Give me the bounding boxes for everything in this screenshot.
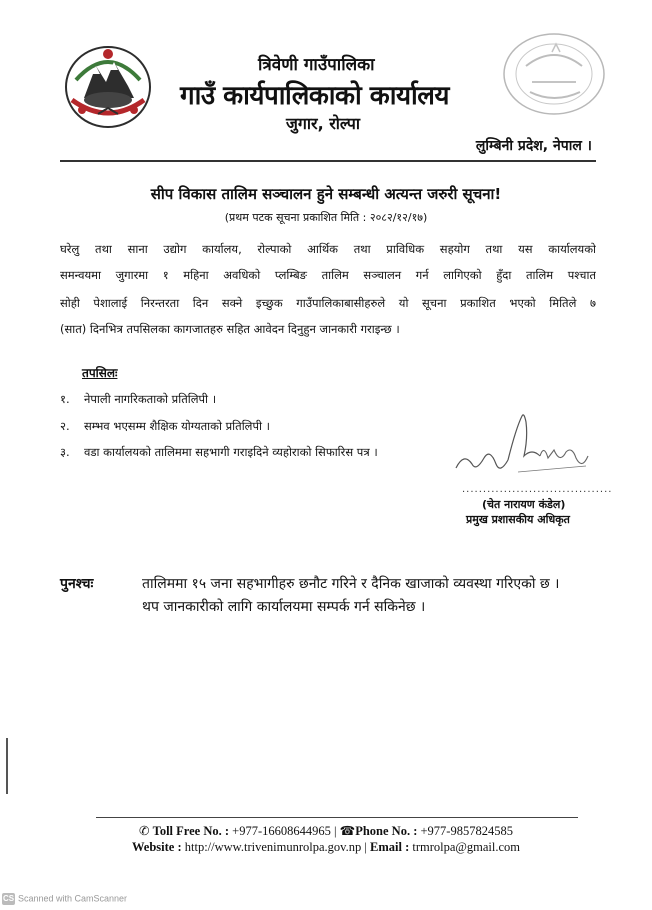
nepal-emblem-icon: [62, 40, 154, 130]
list-item-number: १.: [60, 392, 70, 406]
postscript-label: पुनश्चः: [60, 576, 94, 592]
notice-publish-date: (प्रथम पटक सूचना प्रकाशित मिति : २०८२/१२/१७): [224, 211, 428, 224]
footer-web-line: [0, 840, 652, 855]
list-item: [60, 445, 378, 460]
details-heading: तपसिलः: [82, 366, 118, 380]
postscript-line: तालिममा १५ जना सहभागीहरु छनौट गरिने र दैनिक खाजाको व्यवस्था गरिएको छ ।: [142, 576, 560, 592]
notice-body-line: (सात) दिनभित्र तपसिलका कागजातहरु सहित आवेदन दिनुहुन जानकारी गराइन्छ ।: [60, 322, 400, 336]
list-item-text: वडा कार्यालयको तालिममा सहभागी गराइदिने व्यहोराको सिफारिस पत्र ।: [84, 445, 378, 459]
list-item-text: नेपाली नागरिकताको प्रतिलिपी ।: [84, 392, 217, 406]
handwritten-signature-icon: [436, 408, 606, 488]
signatory-name: (चेत नारायण कंडेल): [482, 498, 566, 511]
header-divider: [60, 160, 596, 162]
notice-body-line: सोही पेशालाई निरन्तरता दिन सक्ने इच्छुक गाउँपालिकाबासीहरुले यो सूचना प्रकाशित भएको मितिले ७: [60, 296, 596, 310]
footer-separator: |: [334, 824, 337, 838]
office-name: गाउँ कार्यपालिकाको कार्यालय: [180, 81, 449, 111]
phone-number: +977-9857824585: [420, 824, 513, 838]
signature-line: ....................................: [462, 484, 613, 495]
website-link[interactable]: http://www.trivenimunrolpa.gov.np: [184, 840, 362, 854]
list-item-number: २.: [60, 419, 70, 433]
toll-free-label: Toll Free No. :: [152, 824, 230, 838]
camscanner-watermark: [2, 893, 127, 905]
telephone-icon: ☎: [339, 824, 356, 838]
list-item-number: ३.: [60, 445, 70, 459]
website-label: Website :: [131, 840, 182, 854]
notice-body-line: घरेलु तथा साना उद्योग कार्यालय, रोल्पाको आर्थिक तथा प्राविधिक सहयोग तथा यस कार्यालयको: [60, 242, 596, 256]
notice-body-line: समन्वयमा जुगारमा १ महिना अवधिको प्लम्बिङ तालिम सञ्चालन गर्न लागिएको हुँदा तालिम पश्चात: [60, 268, 596, 282]
email-link[interactable]: trmrolpa@gmail.com: [412, 840, 521, 854]
email-label: Email :: [370, 840, 410, 854]
footer-separator: |: [364, 840, 367, 854]
province-name: लुम्बिनी प्रदेश, नेपाल ।: [475, 138, 592, 154]
list-item: [60, 392, 216, 407]
phone-label: Phone No. :: [355, 824, 418, 838]
camscanner-text: Scanned with CamScanner: [18, 893, 128, 904]
office-stamp-icon: [496, 22, 618, 122]
scan-edge-mark: [6, 738, 8, 794]
footer-contact-line: [0, 823, 652, 839]
signatory-title: प्रमुख प्रशासकीय अधिकृत: [466, 513, 570, 526]
postscript-line: थप जानकारीको लागि कार्यालयमा सम्पर्क गर्न सकिनेछ ।: [142, 599, 426, 615]
org-name: त्रिवेणी गाउँपालिका: [258, 55, 375, 75]
notice-title: सीप विकास तालिम सञ्चालन हुने सम्बन्धी अत्यन्त जरुरी सूचना!: [150, 185, 502, 203]
list-item-text: सम्भव भएसम्म शैक्षिक योग्यताको प्रतिलिपी ।: [84, 419, 271, 433]
phone-icon: ✆: [139, 824, 150, 838]
office-location: जुगार, रोल्पा: [286, 114, 361, 133]
list-item: [60, 419, 270, 434]
camscanner-logo-icon: CS: [2, 894, 15, 903]
toll-free-number: +977-16608644965: [232, 824, 331, 838]
footer-divider: [96, 817, 578, 818]
